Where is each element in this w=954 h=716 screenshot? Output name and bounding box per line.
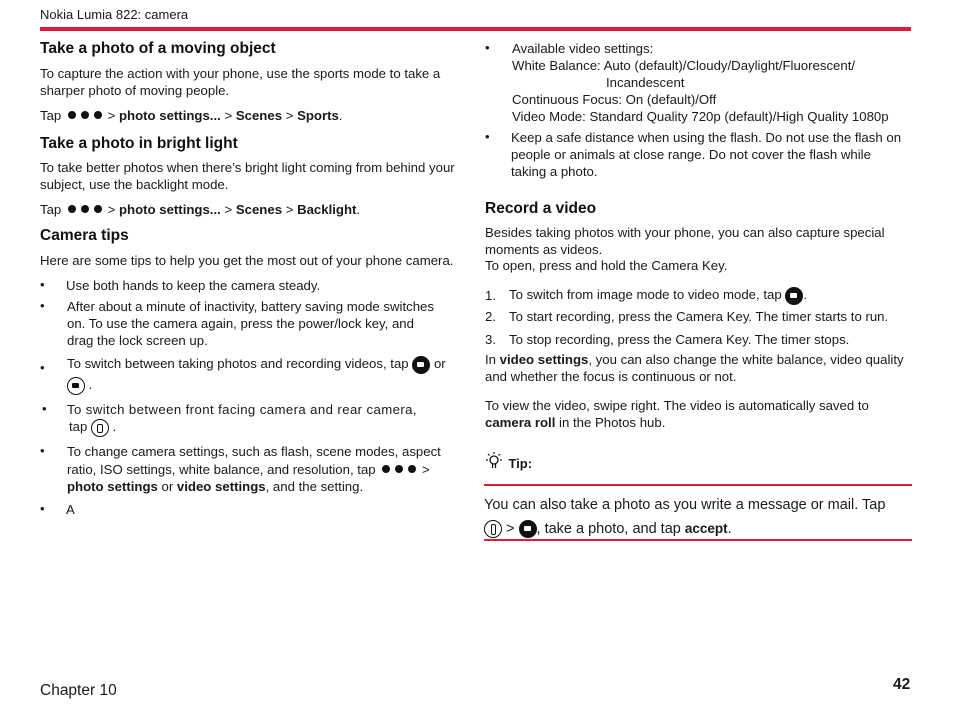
tip-text-part: You can also take a photo as you write a message or mail. Tap	[484, 497, 886, 513]
more-dot-icon	[395, 465, 403, 473]
step-number: 3.	[485, 332, 496, 347]
para-bold: video settings	[499, 352, 589, 367]
tip-bold: video settings	[176, 479, 266, 494]
white-balance-setting: White Balance: Auto (default)/Cloudy/Daylight/Fluorescent/	[512, 58, 856, 73]
header-rule	[40, 27, 911, 31]
path-sports: Tap > photo settings... > Scenes > Sports.	[40, 108, 343, 123]
para-text: , you can also change the white balance, video quality and whether the focus is continuous or not.	[485, 352, 904, 384]
bullet: •	[485, 129, 490, 144]
chapter-label: Chapter 10	[40, 682, 117, 699]
tip-front-rear: To switch between front facing camera and rear camera, tap .	[67, 401, 427, 437]
photo-camera-icon	[519, 520, 537, 538]
video-settings-label: Available video settings:	[512, 41, 654, 56]
para-view-video	[485, 397, 905, 431]
flash-tip: Keep a safe distance when using the flash. Do not use the flash on people or animals at close range. Do not cover the flash while taking a photo.	[511, 130, 902, 179]
bullet: •	[40, 277, 45, 292]
photo-camera-icon	[67, 377, 85, 395]
running-header: Nokia Lumia 822: camera	[40, 7, 189, 22]
step-1: To switch from image mode to video mode, tap .	[509, 284, 807, 306]
tap-label: Tap	[40, 202, 62, 217]
heading-moving-object: Take a photo of a moving object	[40, 40, 276, 57]
more-dot-icon	[81, 111, 89, 119]
attach-icon	[484, 520, 502, 538]
step-text: To switch from image mode to video mode, tap	[509, 287, 782, 302]
tip-text: To switch between taking photos and recording videos, tap	[67, 356, 409, 371]
more-dot-icon	[408, 465, 416, 473]
tip-label: Tip:	[508, 456, 533, 471]
bullet: •	[40, 501, 45, 516]
path-item: Backlight	[297, 202, 357, 217]
para-record-video: Besides taking photos with your phone, you can also capture special moments as videos.	[485, 225, 885, 257]
tip-switch-mode: To switch between taking photos and recording videos, tap or .	[67, 353, 467, 395]
tip-text-part: .	[727, 521, 732, 537]
tip-text: or	[433, 356, 446, 371]
para-text: To view the video, swipe right. The video is automatically saved to	[485, 398, 869, 413]
page-number: 42	[893, 676, 911, 693]
para-open-camera: To open, press and hold the Camera Key.	[485, 258, 728, 273]
tip-text: To switch between front facing camera and rear camera,	[67, 402, 417, 417]
para-bright-light: To take better photos when there’s bright light coming from behind your subject, use the backlight mode.	[40, 160, 455, 192]
video-camera-icon	[785, 287, 803, 305]
tip-accept: accept	[684, 521, 728, 536]
tip-text: or	[161, 479, 174, 494]
tip-a: A	[66, 502, 75, 517]
tap-label: Tap	[40, 108, 62, 123]
tip-text: To change camera settings, such as flash, scene modes, aspect ratio, ISO settings, white balance, and resolution, tap	[67, 444, 441, 477]
more-dot-icon	[68, 205, 76, 213]
para-text: In	[485, 352, 496, 367]
bullet: •	[40, 298, 45, 313]
video-mode-setting: Video Mode: Standard Quality 720p (default)/High Quality 1080p	[512, 109, 889, 124]
white-balance-setting-cont: Incandescent	[606, 75, 685, 90]
more-dot-icon	[81, 205, 89, 213]
path-backlight: Tap > photo settings... > Scenes > Backlight.	[40, 202, 361, 217]
tip-steady: Use both hands to keep the camera steady.	[66, 278, 321, 293]
para-video-settings	[485, 352, 913, 385]
step-3: To stop recording, press the Camera Key. The timer stops.	[509, 332, 850, 347]
bullet: •	[40, 443, 45, 458]
heading-camera-tips: Camera tips	[40, 227, 129, 244]
bullet: •	[485, 40, 490, 55]
heading-record-video: Record a video	[485, 200, 597, 217]
step-number: 1.	[485, 288, 496, 303]
switch-camera-icon	[91, 419, 109, 437]
tip-bottom-rule	[484, 539, 912, 541]
para-bold: camera roll	[485, 415, 556, 430]
para-camera-tips: Here are some tips to help you get the most out of your phone camera.	[40, 253, 454, 268]
path-item: photo settings...	[118, 202, 221, 217]
heading-bright-light: Take a photo in bright light	[40, 135, 238, 152]
more-dot-icon	[94, 205, 102, 213]
step-2: To start recording, press the Camera Key. The timer starts to run.	[509, 309, 889, 324]
bullet: •	[42, 401, 47, 416]
tip-settings: To change camera settings, such as flash, scene modes, aspect ratio, ISO settings, white balance, and resolution, tap > photo settings or video settings, and the setting.	[67, 444, 441, 494]
tip-text: , and the setting.	[265, 479, 364, 494]
tip-text: tap	[69, 419, 88, 434]
bullet: •	[40, 360, 45, 375]
tip-top-rule	[484, 484, 912, 486]
more-dot-icon	[94, 111, 102, 119]
continuous-focus-setting: Continuous Focus: On (default)/Off	[512, 92, 717, 107]
tip-text: You can also take a photo as you write a message or mail. Tap > , take a photo, and tap accept.	[484, 497, 886, 537]
tip-header	[484, 451, 532, 473]
path-item: Scenes	[235, 202, 283, 217]
lightbulb-icon	[484, 451, 504, 471]
path-item: Scenes	[235, 108, 283, 123]
path-item: Sports	[297, 108, 339, 123]
tip-text-part: , take a photo, and tap	[536, 521, 681, 537]
more-dot-icon	[382, 465, 390, 473]
tip-bold: photo settings	[67, 479, 158, 494]
para-moving-object: To capture the action with your phone, use the sports mode to take a sharper photo of moving people.	[40, 66, 441, 98]
para-text: in the Photos hub.	[559, 415, 666, 430]
step-number: 2.	[485, 309, 496, 324]
video-settings-list	[512, 40, 912, 125]
video-camera-icon	[412, 356, 430, 374]
more-dot-icon	[68, 111, 76, 119]
path-item: photo settings...	[118, 108, 221, 123]
tip-battery: After about a minute of inactivity, battery saving mode switches on. To use the camera again, press the power/lock key, and drag the lock screen up.	[67, 299, 434, 348]
